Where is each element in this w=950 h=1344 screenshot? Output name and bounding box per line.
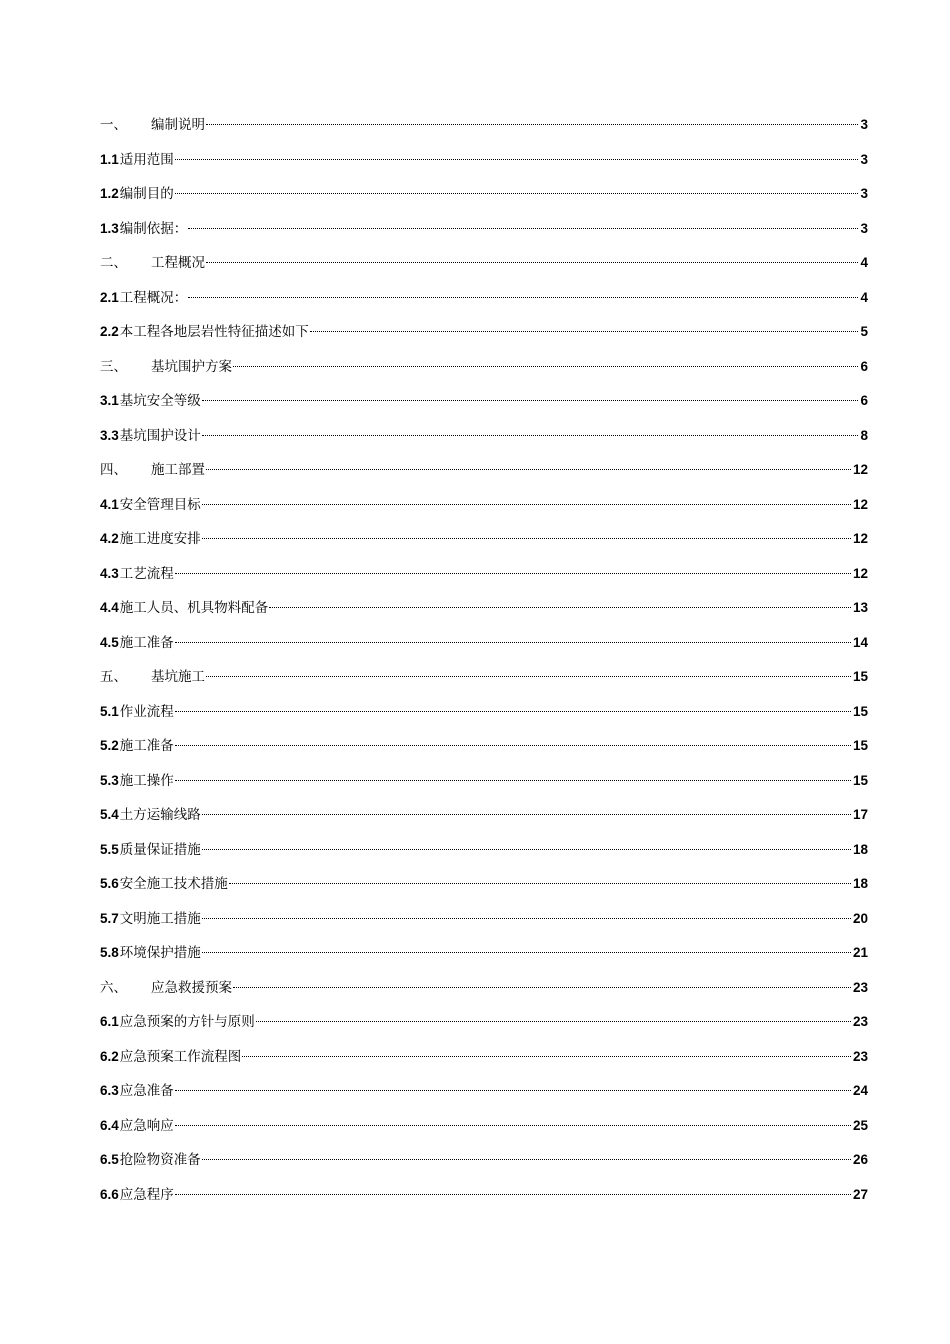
toc-dot-leader xyxy=(202,918,851,919)
toc-entry-title: 抢险物资准备 xyxy=(119,1152,201,1168)
toc-entry-number: 3.1 xyxy=(100,393,119,408)
toc-entry-number: 5.2 xyxy=(100,738,119,753)
toc-dot-leader xyxy=(175,1090,851,1091)
toc-entry-page-number: 4 xyxy=(860,255,868,270)
toc-entry-title: 文明施工措施 xyxy=(119,910,201,927)
toc-entry[interactable] xyxy=(100,354,868,389)
toc-entry-title: 基坑围护设计 xyxy=(119,427,201,444)
toc-entry-number: 6.5 xyxy=(100,1152,119,1167)
toc-entry-number: 6.3 xyxy=(100,1083,119,1098)
toc-entry-page-number: 8 xyxy=(860,427,868,443)
toc-entry-page-number: 18 xyxy=(852,876,868,891)
toc-dot-leader xyxy=(242,1056,851,1057)
toc-dot-leader xyxy=(229,883,851,884)
toc-dot-leader xyxy=(233,987,851,988)
toc-dot-leader xyxy=(206,262,858,263)
toc-entry-title: 作业流程 xyxy=(119,703,174,720)
toc-dot-leader xyxy=(175,193,859,194)
toc-entry-page-number: 12 xyxy=(852,496,868,512)
toc-entry-page-number: 21 xyxy=(852,945,868,960)
toc-entry[interactable] xyxy=(100,492,868,527)
toc-entry[interactable] xyxy=(100,699,868,734)
toc-entry-number: 5.3 xyxy=(100,772,119,788)
toc-dot-leader xyxy=(202,849,851,850)
toc-entry-page-number: 17 xyxy=(852,807,868,822)
toc-entry-page-number: 5 xyxy=(860,324,868,339)
table-of-contents xyxy=(100,112,868,1216)
toc-entry-page-number: 13 xyxy=(852,600,868,615)
toc-entry-title: 施工准备 xyxy=(119,738,174,754)
toc-entry-number: 5.8 xyxy=(100,945,119,960)
toc-entry-page-number: 12 xyxy=(852,462,868,477)
toc-dot-leader xyxy=(175,745,851,746)
toc-entry-page-number: 12 xyxy=(852,565,868,581)
toc-entry[interactable] xyxy=(100,630,868,665)
toc-entry[interactable] xyxy=(100,250,868,285)
toc-entry[interactable] xyxy=(100,181,868,216)
toc-entry-number: 5.1 xyxy=(100,703,119,719)
toc-entry-number: 4.1 xyxy=(100,496,119,512)
toc-dot-leader xyxy=(175,159,859,160)
toc-dot-leader xyxy=(202,435,859,436)
toc-entry-title: 应急响应 xyxy=(119,1117,174,1134)
toc-dot-leader xyxy=(188,228,858,229)
toc-entry-title: 施工操作 xyxy=(119,772,174,789)
toc-dot-leader xyxy=(202,814,851,815)
toc-dot-leader xyxy=(269,607,851,608)
toc-entry-page-number: 3 xyxy=(860,220,868,236)
toc-entry[interactable] xyxy=(100,1113,868,1148)
toc-entry[interactable] xyxy=(100,388,868,423)
toc-entry[interactable] xyxy=(100,940,868,975)
toc-entry-title: 适用范围 xyxy=(119,151,174,168)
toc-entry-title: 施工部置 xyxy=(151,462,205,478)
toc-entry-title: 环境保护措施 xyxy=(119,945,201,961)
toc-entry-number: 4.4 xyxy=(100,600,119,615)
toc-entry[interactable] xyxy=(100,457,868,492)
toc-entry[interactable] xyxy=(100,1044,868,1079)
toc-entry-title: 应急程序 xyxy=(119,1186,174,1203)
toc-entry-title: 编制目的 xyxy=(119,186,174,202)
toc-entry-page-number: 12 xyxy=(852,531,868,546)
toc-entry-page-number: 15 xyxy=(852,703,868,719)
toc-entry-number: 1.2 xyxy=(100,186,119,201)
toc-entry[interactable] xyxy=(100,526,868,561)
toc-entry[interactable] xyxy=(100,285,868,320)
toc-entry-number: 5.6 xyxy=(100,876,119,891)
toc-entry-number: 2.1 xyxy=(100,289,119,305)
toc-entry-page-number: 23 xyxy=(852,979,868,995)
toc-entry-number: 6.4 xyxy=(100,1117,119,1133)
toc-entry-title: 编制说明 xyxy=(151,117,205,133)
toc-entry-title: 基坑施工 xyxy=(151,669,205,685)
toc-entry[interactable] xyxy=(100,906,868,941)
toc-dot-leader xyxy=(202,504,851,505)
toc-entry-title: 基坑安全等级 xyxy=(119,393,201,409)
toc-entry-title: 安全管理目标 xyxy=(119,496,201,513)
toc-entry-title: 施工人员、机具物料配备 xyxy=(119,600,269,616)
toc-entry-number: 4.5 xyxy=(100,634,119,650)
toc-entry-title: 应急救援预案 xyxy=(151,979,232,996)
toc-dot-leader xyxy=(206,124,858,125)
toc-entry[interactable] xyxy=(100,423,868,458)
toc-entry[interactable] xyxy=(100,147,868,182)
toc-entry-page-number: 20 xyxy=(852,910,868,926)
toc-entry-title: 施工进度安排 xyxy=(119,531,201,547)
toc-dot-leader xyxy=(310,331,859,332)
toc-entry-page-number: 3 xyxy=(860,117,868,132)
toc-entry[interactable] xyxy=(100,319,868,354)
toc-entry-number: 3.3 xyxy=(100,427,119,443)
toc-entry-page-number: 6 xyxy=(860,393,868,408)
toc-entry-page-number: 15 xyxy=(852,738,868,753)
toc-entry-number: 5.7 xyxy=(100,910,119,926)
toc-entry-number: 4.3 xyxy=(100,565,119,581)
toc-dot-leader xyxy=(206,676,851,677)
toc-entry-page-number: 4 xyxy=(860,289,868,305)
toc-dot-leader xyxy=(206,469,851,470)
toc-entry-title: 工程概况 xyxy=(151,255,205,271)
toc-entry-number: 六、 xyxy=(100,979,127,996)
toc-entry-page-number: 3 xyxy=(860,151,868,167)
toc-entry-number: 4.2 xyxy=(100,531,119,546)
toc-entry-page-number: 27 xyxy=(852,1186,868,1202)
toc-dot-leader xyxy=(175,1125,851,1126)
toc-dot-leader xyxy=(256,1021,851,1022)
toc-entry-title: 施工准备 xyxy=(119,634,174,651)
toc-entry-number: 五、 xyxy=(100,669,127,685)
toc-entry[interactable] xyxy=(100,768,868,803)
toc-entry-title: 编制依据： xyxy=(119,220,188,237)
toc-entry-number: 1.3 xyxy=(100,220,119,236)
toc-dot-leader xyxy=(202,952,851,953)
toc-dot-leader xyxy=(188,297,858,298)
toc-entry-title: 工艺流程 xyxy=(119,565,174,582)
toc-dot-leader xyxy=(202,400,859,401)
toc-entry-number: 5.5 xyxy=(100,841,119,857)
toc-dot-leader xyxy=(175,780,851,781)
toc-entry-title: 工程概况： xyxy=(119,289,188,306)
toc-entry-page-number: 15 xyxy=(852,772,868,788)
toc-entry-page-number: 15 xyxy=(852,669,868,684)
toc-entry-title: 土方运输线路 xyxy=(119,807,201,823)
toc-entry[interactable] xyxy=(100,975,868,1010)
toc-entry[interactable] xyxy=(100,802,868,837)
toc-dot-leader xyxy=(175,573,851,574)
toc-entry[interactable] xyxy=(100,595,868,630)
toc-entry-page-number: 14 xyxy=(852,634,868,650)
toc-entry-number: 三、 xyxy=(100,358,127,375)
toc-entry[interactable] xyxy=(100,837,868,872)
toc-entry[interactable] xyxy=(100,664,868,699)
toc-entry-number: 6.1 xyxy=(100,1014,119,1029)
toc-entry-page-number: 18 xyxy=(852,841,868,857)
toc-entry-number: 一、 xyxy=(100,117,127,133)
toc-entry[interactable] xyxy=(100,1009,868,1044)
toc-entry-page-number: 24 xyxy=(852,1083,868,1098)
toc-dot-leader xyxy=(202,538,851,539)
toc-entry-title: 质量保证措施 xyxy=(119,841,201,858)
toc-entry[interactable] xyxy=(100,871,868,906)
toc-entry-title: 基坑围护方案 xyxy=(151,358,232,375)
toc-entry-page-number: 3 xyxy=(860,186,868,201)
toc-entry[interactable] xyxy=(100,733,868,768)
toc-entry-number: 四、 xyxy=(100,462,127,478)
toc-entry-number: 6.2 xyxy=(100,1048,119,1064)
toc-entry-title: 应急预案的方针与原则 xyxy=(119,1014,255,1030)
toc-dot-leader xyxy=(175,711,851,712)
toc-dot-leader xyxy=(233,366,858,367)
toc-entry[interactable] xyxy=(100,561,868,596)
toc-dot-leader xyxy=(175,642,851,643)
toc-entry-number: 二、 xyxy=(100,255,127,271)
toc-entry[interactable] xyxy=(100,112,868,147)
toc-entry-title: 应急预案工作流程图 xyxy=(119,1048,242,1065)
toc-entry-page-number: 23 xyxy=(852,1048,868,1064)
toc-entry-number: 5.4 xyxy=(100,807,119,822)
toc-entry-page-number: 25 xyxy=(852,1117,868,1133)
toc-dot-leader xyxy=(202,1159,851,1160)
toc-entry-number: 6.6 xyxy=(100,1186,119,1202)
toc-entry-title: 应急准备 xyxy=(119,1083,174,1099)
toc-dot-leader xyxy=(175,1194,851,1195)
toc-entry-page-number: 26 xyxy=(852,1152,868,1167)
toc-entry-number: 2.2 xyxy=(100,324,119,339)
toc-entry[interactable] xyxy=(100,1078,868,1113)
toc-entry-title: 本工程各地层岩性特征描述如下 xyxy=(119,324,309,340)
toc-entry[interactable] xyxy=(100,1147,868,1182)
toc-entry-page-number: 23 xyxy=(852,1014,868,1029)
toc-entry-title: 安全施工技术措施 xyxy=(119,876,228,892)
toc-entry-number: 1.1 xyxy=(100,151,119,167)
toc-entry[interactable] xyxy=(100,1182,868,1217)
toc-entry-page-number: 6 xyxy=(860,358,868,374)
toc-entry[interactable] xyxy=(100,216,868,251)
